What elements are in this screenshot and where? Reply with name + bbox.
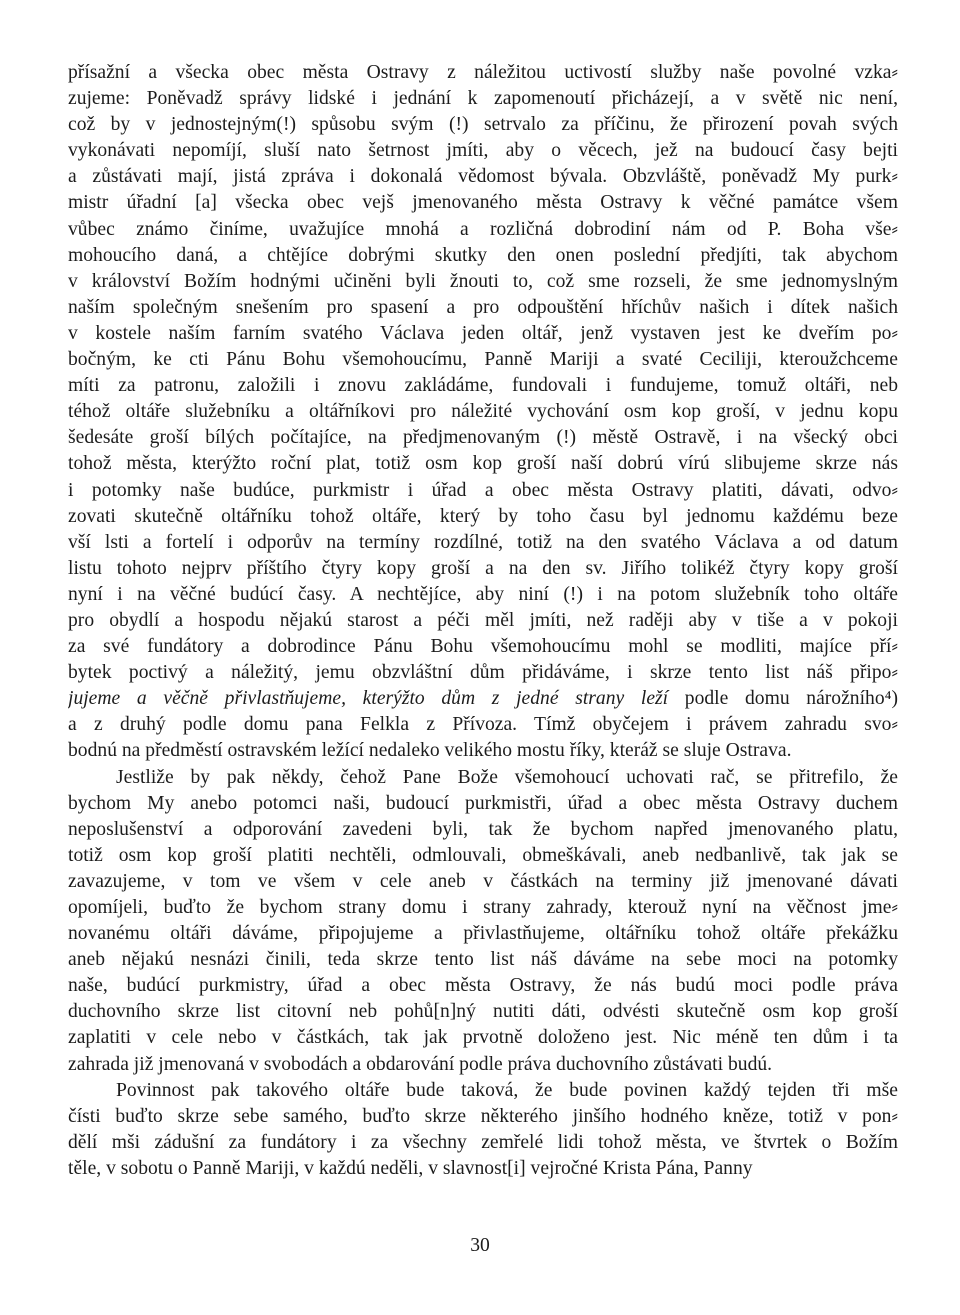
text-line: vůbec známo činíme, uvažujíce mnohá a rozličná dobrodiní nám od P. Boha vše⸗ [68,218,898,240]
text-line: tohož města, kterýžto roční plat, totiž osm kop groší naší dobrú vírú slibujeme skrze nás [68,453,898,475]
body-text [68,60,898,1182]
text-line: bočným, ke cti Pánu Bohu všemohoucímu, Panně Mariji a svaté Ceciliji, kteroužchceme [68,349,898,371]
text-line: zavazujeme, v tom ve všem v cele aneb v částkách na terminy již jmenované dávati [68,870,898,892]
text-line: opomíjeli, buďto že bychom strany domu i strany zahrady, kterouž nyní na věčnost jme⸗ [68,897,898,918]
text-line: za své fundátory a dobrodince Pánu Bohu všemohoucímu mohl se modliti, majíce pří⸗ [68,636,898,658]
text-line: mohoucího daná, a chtějíce dobrými skutky den onen poslední předjíti, tak abychom [68,244,898,266]
text-line: duchovního skrze list citovní neb pohů[n]ný nutiti dáti, odvésti skutečně osm kop groší [68,1001,898,1023]
text-line: novanému oltáři dáváme, připojujeme a přivlastňujeme, oltářníku tohož oltáře překážku [68,923,898,945]
text-line: přísažní a všecka obec města Ostravy z náležitou uctivostí služby naše povolné vzka⸗ [68,62,898,83]
text-line: a z druhý podle domu pana Felkla z Přívoza. Tímž obyčejem i právem zahradu svo⸗ [68,714,898,736]
text-line: zaplatiti v cele nebo v částkách, tak jak prvotně doloženo jest. Nic méně ten dům i ta [68,1027,898,1049]
text-line: v kostele naším farním svatého Václava jeden oltář, jenž vystaven jest ke dveřím po⸗ [68,322,898,344]
text-line: a zůstávati mají, jistá zpráva i dokonalá vědomost bývala. Obzvláště, poněvadž My purk⸗ [68,166,898,188]
text-line: téhož oltáře služebníku a oltářníkovi pro náležité vychování osm kop groší, v jednu kopu [68,401,898,423]
text-line: v království Božím hodnými učiněni byli žnouti to, což sme rozseli, že sme jednomyslným [68,270,898,292]
text-line: vykonávati nepomíjí, sluší nato šetrnost jmíti, aby o věcech, jež na budoucí časy bejti [68,140,898,162]
text-line: vší lsti a fortelí i odporův na termíny rozdílné, totiž na den svatého Václava a od datum [68,531,898,553]
text-line: zahrada již jmenovaná v svobodách a obdarování podle práva duchovního zůstávati budú. [68,1053,773,1075]
text-line: těle, v sobotu o Panně Mariji, v každú neděli, v slavnost[i] vejročné Krista Pána, Panny [68,1157,753,1179]
text-line: bytek poctivý a náležitý, jemu obzvláštní dům přidáváme, i skrze tento list náš připo⸗ [68,662,898,684]
page-number: 30 [470,1235,490,1256]
text-line [68,686,898,712]
text-line: šedesáte groší bílých počítajíce, na předjmenovaným (!) městě Ostravě, i na všecký obci [68,427,898,449]
text-line: bodnú na předměstí ostravském ležící nedaleko velikého mostu říky, kteráž se sluje Ostrava. [68,740,792,762]
text-line: aneb nějakú nesnázi činili, teda skrze tento list náš dáváme na sebe moci na potomky [68,949,898,971]
text-line: nyní i na věčné budúcí časy. A nechtějíce, aby niní (!) i na potom služebník toho oltáře [68,583,898,605]
text-line: totiž osm kop groší platiti nechtěli, odmlouvali, obmeškávali, aneb nedbanlivě, tak jak se [68,844,898,866]
text-line: bychom My anebo potomci naši, budoucí purkmistři, úřad a obec města Ostravy duchem [68,792,898,814]
text-line: míti za patronu, založili i znovu zakládáme, fundovali i fundujeme, tomuž oltáři, neb [68,375,898,397]
text-line: čísti buďto skrze sebe samého, buďto skrze některého jinšího hodného kněze, totiž v pon⸗ [68,1105,898,1127]
text-line: i potomky naše budúce, purkmistr i úřad a obec města Ostravy platiti, dávati, odvo⸗ [68,479,898,501]
text-line: zujeme: Poněvadž správy lidské i jednání k zapomenoutí přicházejí, a v světě nic není, [68,88,898,110]
text-line: pro obydlí a hospodu nějakú starost a péči měl jmíti, než raději aby v tiše a v pokoji [68,609,898,631]
text-line: naším společným snešením pro spasení a pro odpouštění hříchův našich i dítek našich [68,296,898,318]
text-line: zovati skutečně oltářníku tohož oltáře, který by toho času byl jednomu každému beze [68,505,898,527]
text-line: což by v jednostejným(!) spůsobu svým (!) setrvalo za příčinu, že přirození povah svých [68,114,898,136]
text-line: Jestliže by pak někdy, čehož Pane Bože všemohoucí uchovati rač, se přitrefilo, že [116,766,898,788]
text-line: naše, budúcí purkmistry, úřad a obec města Ostravy, že nás budú moci podle práva [68,975,898,997]
italic-text: jujeme a věčně přivlastňujeme, kterýžto dům z jedné strany leží [68,688,669,710]
text-line: Povinnost pak takového oltáře bude taková, že bude povinen každý tejden tři mše [116,1079,898,1101]
text-line: listu tohoto nejprv příštího čtyry kopy groší a na den sv. Jiřího tolikéž čtyry kopy groší [68,557,898,579]
roman-text: podle domu nárožního⁴) [668,688,898,710]
text-line: neposlušenství a odporování zavedeni byli, tak že bychom napřed jmenovaného platu, [68,818,898,840]
text-line: mistr úřadní [a] všecka obec vejš jmenovaného města Ostravy k věčné památce všem [68,192,898,214]
text-line: dělí mši zádušní za fundátory i za všechny zemřelé lidi tohož města, ve štvrtek o Božím [68,1131,898,1153]
